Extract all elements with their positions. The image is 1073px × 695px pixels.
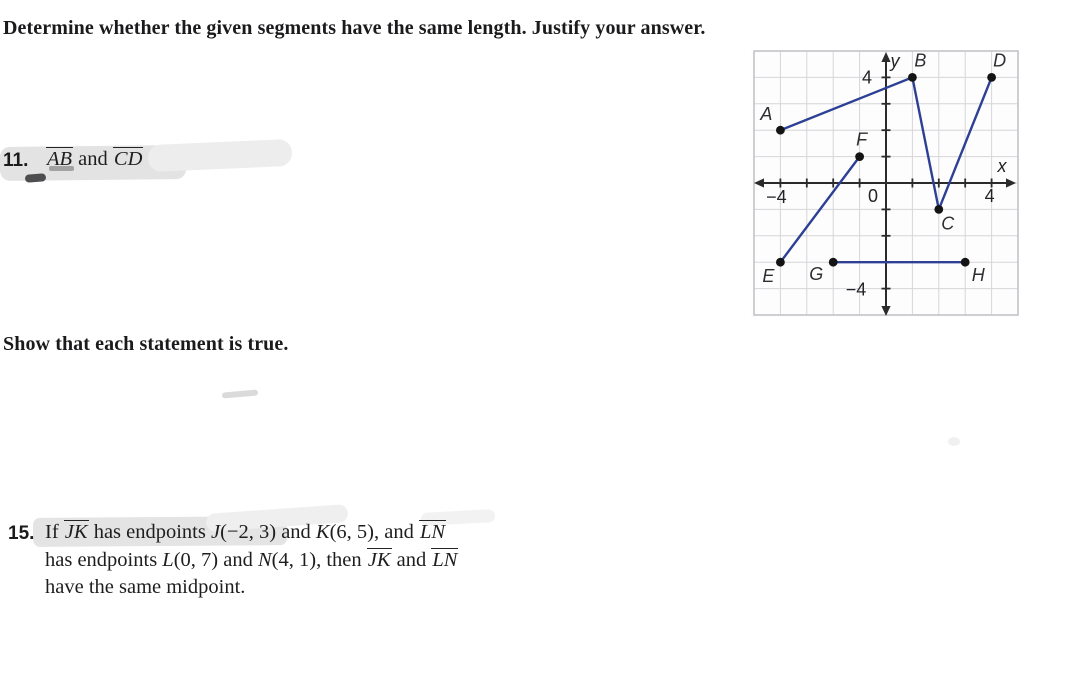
- coordinate-graph-svg: [750, 50, 1020, 318]
- point-label-B: B: [914, 50, 927, 71]
- text-run: J: [210, 521, 221, 543]
- y-tick-label: −4: [845, 279, 867, 300]
- point-A: [776, 126, 785, 135]
- problem-11-number: 11.: [3, 150, 29, 171]
- problem-11-text: [46, 147, 143, 171]
- segment-name: JK: [64, 521, 88, 543]
- point-D: [987, 73, 996, 82]
- text-run: If: [45, 521, 64, 543]
- instruction-show-statement: Show that each statement is true.: [3, 333, 289, 355]
- x-axis-label: x: [997, 156, 1007, 176]
- pencil-smudge: [25, 173, 47, 182]
- problem-15-line-3: [45, 574, 535, 602]
- problem-15-line-1: [45, 519, 535, 547]
- point-label-C: C: [941, 213, 955, 234]
- text-run: , then: [316, 548, 367, 571]
- y-tick-label: 4: [861, 67, 873, 88]
- coordinate-graph: [750, 50, 1020, 318]
- text-run: , and: [374, 521, 419, 543]
- text-run: K: [315, 521, 330, 543]
- point-H: [961, 258, 970, 267]
- text-run: and: [73, 148, 113, 170]
- point-label-G: G: [809, 264, 824, 285]
- problem-15-text: [45, 519, 535, 602]
- text-run: has endpoints: [45, 548, 163, 571]
- point-G: [829, 258, 838, 267]
- scan-artifact: [948, 437, 960, 446]
- text-run: (−2, 3): [220, 521, 277, 543]
- segment-name: LN: [420, 521, 446, 543]
- point-label-F: F: [856, 129, 868, 150]
- point-label-H: H: [971, 265, 985, 286]
- x-tick-label: −4: [766, 187, 787, 207]
- text-run: has endpoints: [88, 521, 211, 543]
- text-run: (4, 1): [271, 548, 317, 571]
- segment-name: LN: [432, 548, 458, 571]
- text-run: N: [257, 548, 272, 571]
- text-run: have the same midpoint.: [45, 576, 246, 598]
- text-run: and: [276, 521, 316, 543]
- point-B: [908, 73, 917, 82]
- point-label-E: E: [762, 266, 775, 287]
- y-axis-label: y: [890, 51, 900, 71]
- segment-name: AB: [47, 148, 73, 170]
- problem-15-number: 15.: [8, 523, 35, 544]
- segment-name: JK: [367, 548, 391, 571]
- highlighter-mark: [147, 139, 292, 172]
- x-tick-label: 4: [984, 186, 995, 206]
- text-run: (6, 5): [329, 521, 375, 543]
- text-run: (0, 7): [173, 548, 219, 571]
- segment-name: CD: [113, 148, 143, 170]
- point-label-A: A: [760, 104, 773, 125]
- text-run: and: [391, 548, 432, 571]
- point-label-D: D: [993, 50, 1007, 71]
- scan-artifact: [222, 389, 258, 398]
- text-run: and: [218, 548, 258, 571]
- instruction-segments-length: Determine whether the given segments have the same length. Justify your answer.: [3, 17, 706, 39]
- text-run: L: [162, 548, 174, 571]
- origin-label: 0: [867, 186, 879, 206]
- point-E: [776, 258, 785, 267]
- problem-15-line-2: [45, 547, 535, 575]
- point-F: [855, 152, 864, 161]
